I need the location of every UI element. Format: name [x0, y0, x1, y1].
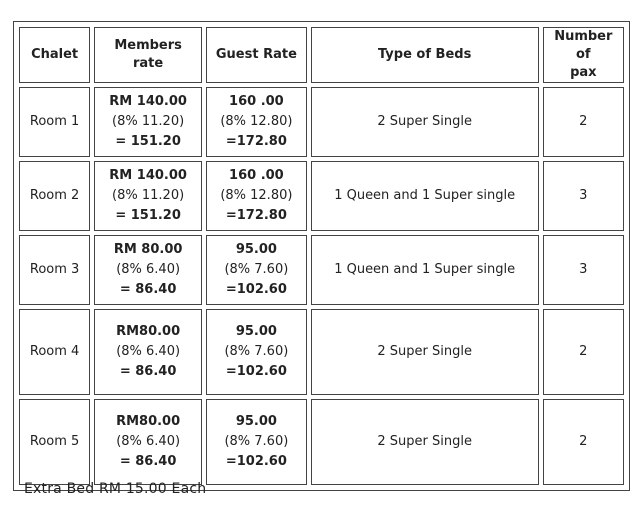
- header-number-of-pax-line1: Number of: [554, 29, 613, 62]
- guest-total: =102.60: [225, 454, 287, 469]
- pax-count: 2: [543, 309, 624, 395]
- members-tax: (8% 6.40): [116, 262, 181, 277]
- members-total: = 151.20: [115, 134, 181, 149]
- pax-count: 2: [543, 87, 624, 157]
- members-total: = 86.40: [119, 282, 177, 297]
- guest-tax: (8% 7.60): [224, 344, 289, 359]
- bed-type: 1 Queen and 1 Super single: [311, 235, 539, 305]
- members-rate-cell: [94, 235, 202, 305]
- bed-type: 2 Super Single: [311, 309, 539, 395]
- members-total: = 86.40: [119, 454, 177, 469]
- guest-tax: (8% 7.60): [224, 434, 289, 449]
- table-row: [19, 235, 624, 305]
- header-members-rate: Members rate: [94, 27, 202, 83]
- room-name: Room 4: [19, 309, 90, 395]
- guest-rate-cell: [206, 161, 307, 231]
- guest-base: 95.00: [235, 242, 277, 257]
- guest-tax: (8% 12.80): [220, 114, 293, 129]
- guest-rate-cell: [206, 235, 307, 305]
- members-base: RM 140.00: [109, 168, 187, 183]
- members-base: RM 140.00: [109, 94, 187, 109]
- chalet-rates-table: [13, 21, 630, 491]
- table-row: [19, 399, 624, 485]
- bed-type: 2 Super Single: [311, 399, 539, 485]
- guest-rate-cell: [206, 399, 307, 485]
- members-tax: (8% 11.20): [112, 114, 185, 129]
- members-base: RM80.00: [116, 414, 181, 429]
- members-rate-cell: [94, 399, 202, 485]
- guest-rate-cell: [206, 309, 307, 395]
- guest-base: 95.00: [235, 414, 277, 429]
- guest-rate-cell: [206, 87, 307, 157]
- room-name: Room 3: [19, 235, 90, 305]
- members-base: RM 80.00: [113, 242, 183, 257]
- members-total: = 151.20: [115, 208, 181, 223]
- table-row: [19, 309, 624, 395]
- guest-base: 95.00: [235, 324, 277, 339]
- header-chalet: Chalet: [19, 27, 90, 83]
- members-total: = 86.40: [119, 364, 177, 379]
- bed-type: 1 Queen and 1 Super single: [311, 161, 539, 231]
- members-tax: (8% 6.40): [116, 434, 181, 449]
- room-name: Room 5: [19, 399, 90, 485]
- header-guest-rate: Guest Rate: [206, 27, 307, 83]
- members-rate-cell: [94, 87, 202, 157]
- guest-total: =102.60: [225, 364, 287, 379]
- guest-tax: (8% 12.80): [220, 188, 293, 203]
- members-rate-cell: [94, 161, 202, 231]
- room-name: Room 2: [19, 161, 90, 231]
- pax-count: 2: [543, 399, 624, 485]
- table-row: [19, 161, 624, 231]
- room-name: Room 1: [19, 87, 90, 157]
- guest-base: 160 .00: [229, 94, 284, 109]
- header-number-of-pax-line2: pax: [570, 65, 597, 80]
- members-base: RM80.00: [116, 324, 181, 339]
- header-type-of-beds: Type of Beds: [311, 27, 539, 83]
- extra-bed-note: Extra Bed RM 15.00 Each: [24, 481, 207, 497]
- guest-tax: (8% 7.60): [224, 262, 289, 277]
- guest-total: =102.60: [225, 282, 287, 297]
- guest-total: =172.80: [225, 208, 287, 223]
- table-row: [19, 87, 624, 157]
- members-tax: (8% 6.40): [116, 344, 181, 359]
- pax-count: 3: [543, 235, 624, 305]
- guest-base: 160 .00: [229, 168, 284, 183]
- members-rate-cell: [94, 309, 202, 395]
- bed-type: 2 Super Single: [311, 87, 539, 157]
- pax-count: 3: [543, 161, 624, 231]
- header-number-of-pax: [543, 27, 624, 83]
- members-tax: (8% 11.20): [112, 188, 185, 203]
- header-row: [19, 27, 624, 83]
- guest-total: =172.80: [225, 134, 287, 149]
